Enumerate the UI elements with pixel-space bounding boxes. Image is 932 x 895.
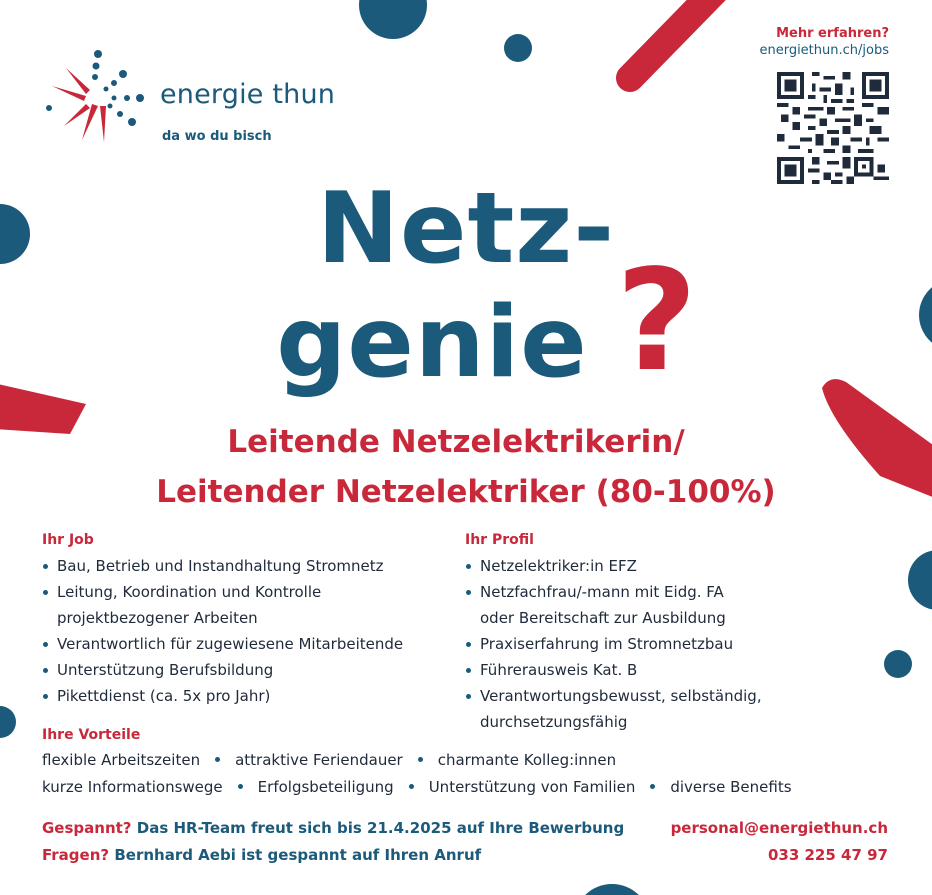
contact-line-2 — [42, 846, 481, 864]
profile-list — [465, 553, 885, 735]
job-list — [42, 553, 452, 709]
deco-stroke — [630, 0, 716, 78]
benefit-item: Erfolgsbeteiligung — [257, 778, 394, 796]
benefits-row-1 — [42, 751, 616, 769]
benefit-item: Unterstützung von Familien — [428, 778, 636, 796]
list-item: Pikettdienst (ca. 5x pro Jahr) — [42, 683, 452, 709]
headline-line1: Netz- — [316, 172, 616, 286]
benefits-section-title: Ihre Vorteile — [42, 727, 141, 743]
brand-name: energie thun — [160, 79, 336, 110]
jobs-link[interactable]: energiethun.ch/jobs — [759, 43, 889, 58]
deco-circle — [574, 884, 650, 895]
job-section-title: Ihr Job — [42, 532, 94, 548]
list-item: Unterstützung Berufsbildung — [42, 657, 452, 683]
deco-circle — [0, 706, 16, 738]
position-title-line1: Leitende Netzelektrikerin/ — [227, 424, 685, 460]
benefit-item: charmante Kolleg:innen — [437, 751, 617, 769]
deco-circle — [504, 34, 532, 62]
contact-label: Fragen? — [42, 846, 110, 864]
benefit-item: attraktive Feriendauer — [235, 751, 403, 769]
benefits-row-2 — [42, 778, 792, 796]
benefit-item: flexible Arbeitszeiten — [42, 751, 201, 769]
list-item: Verantwortlich für zugewiesene Mitarbeitende — [42, 631, 452, 657]
brand-tagline: da wo du bisch — [162, 129, 272, 144]
deco-circle — [919, 279, 932, 351]
list-item: Netzfachfrau/-mann mit Eidg. FA oder Bereitschaft zur Ausbildung — [465, 579, 885, 631]
position-title-line2: Leitender Netzelektriker (80-100%) — [156, 474, 776, 510]
headline-question-mark: ? — [616, 240, 698, 403]
list-item: Leitung, Koordination und Kontrolle projektbezogener Arbeiten — [42, 579, 452, 631]
benefit-item: diverse Benefits — [670, 778, 792, 796]
contact-text: Das HR-Team freut sich bis 21.4.2025 auf Ihre Bewerbung — [136, 819, 625, 837]
more-info-label: Mehr erfahren? — [776, 26, 889, 41]
contact-label: Gespannt? — [42, 819, 132, 837]
phone-link[interactable]: 033 225 47 97 — [767, 846, 888, 864]
list-item: Bau, Betrieb und Instandhaltung Stromnetz — [42, 553, 452, 579]
contact-text: Bernhard Aebi ist gespannt auf Ihren Anruf — [114, 846, 482, 864]
deco-circle — [359, 0, 427, 39]
list-item: Praxiserfahrung im Stromnetzbau — [465, 631, 885, 657]
benefit-item: kurze Informationswege — [42, 778, 223, 796]
headline-line2: genie — [276, 286, 588, 400]
list-item: Verantwortungsbewusst, selbständig, durchsetzungsfähig — [465, 683, 885, 735]
contact-line-1 — [42, 819, 624, 837]
list-item: Netzelektriker:in EFZ — [465, 553, 885, 579]
deco-circle — [884, 650, 912, 678]
list-item: Führerausweis Kat. B — [465, 657, 885, 683]
qr-code-icon[interactable] — [776, 72, 890, 184]
profile-section-title: Ihr Profil — [465, 532, 534, 548]
email-link[interactable]: personal@energiethun.ch — [670, 819, 888, 837]
deco-circle — [908, 550, 932, 610]
burst-logo-icon — [44, 46, 148, 150]
